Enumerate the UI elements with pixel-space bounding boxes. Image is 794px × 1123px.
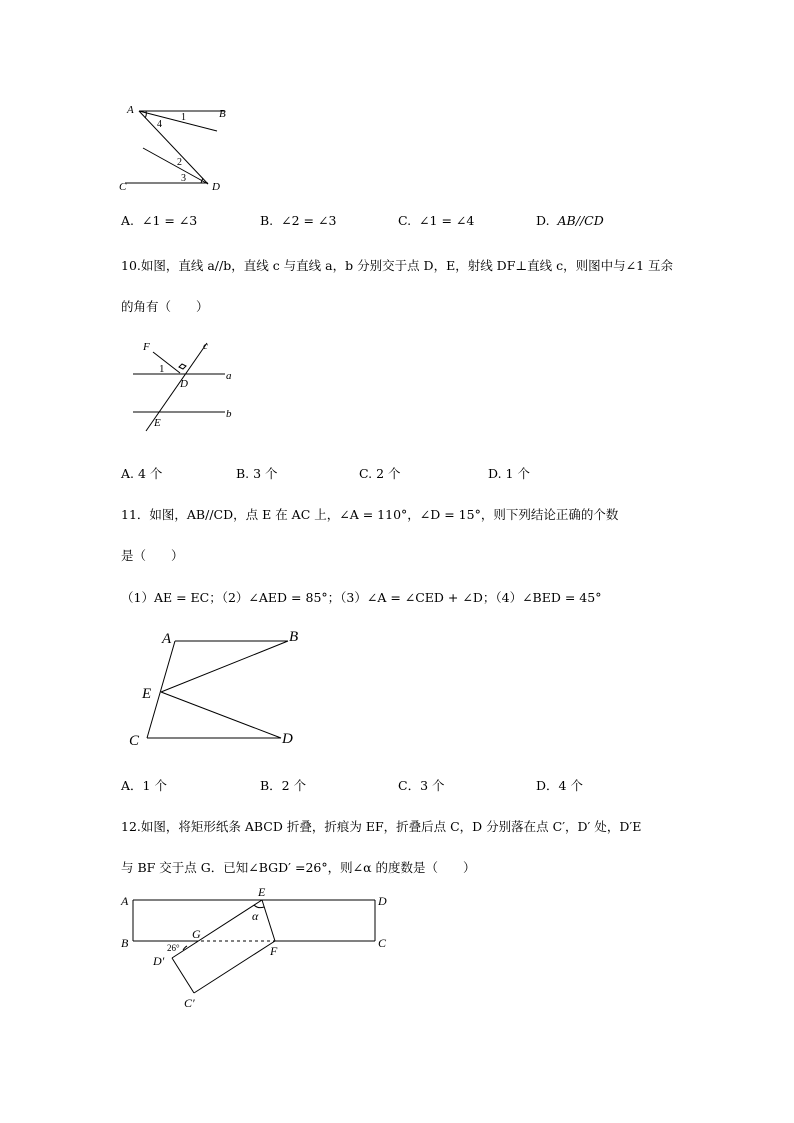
q12-label-g: G [192,927,201,941]
q11-label-a: A [162,631,172,647]
q9-option-d-letter: D. [536,213,550,228]
q9-angle-4: 4 [157,119,162,130]
q11-label-e: E [142,686,152,702]
q12-figure [115,883,405,1013]
q12-label-26deg: 26° [167,943,180,953]
q9-option-d-text: AB//CD [557,213,604,228]
q12-label-d: D [378,894,387,908]
q9-option-b-letter: B. [260,213,274,228]
q11-option-a: A．1 个 [121,778,167,793]
q10-angle-1: 1 [159,363,165,375]
q12-label-b: B [121,936,129,950]
q9-option-b [260,213,336,228]
q10-label-a: a [226,370,232,382]
q9-angle-3: 3 [181,173,186,184]
q9-label-d: D [212,181,220,193]
q10-option-c: C. 2 个 [359,466,401,481]
q9-label-a: A [127,104,134,116]
q9-label-c: C [119,181,127,193]
q11-option-d: D．4 个 [536,778,583,793]
q10-option-d: D. 1 个 [488,466,530,481]
q10-label-c: c [203,340,208,352]
q9-option-c-text: ∠1 = ∠4 [419,213,475,228]
q12-label-e: E [258,885,266,899]
q9-option-a-text: ∠1 = ∠3 [141,213,198,228]
q9-angle-1: 1 [181,112,186,123]
q12-label-alpha: α [252,909,259,923]
q10-option-b: B. 3 个 [236,466,278,481]
q11-option-c: C．3 个 [398,778,445,793]
q12-stem-line2: 与 BF 交于点 G．已知∠BGD′ =26°，则∠α 的度数是（ ） [121,860,476,875]
q9-option-c-letter: C. [398,213,412,228]
q9-option-d [536,213,604,228]
q12-label-f: F [270,944,278,958]
q10-option-a: A. 4 个 [121,466,163,481]
q12-label-a: A [121,894,129,908]
q9-figure [115,100,245,195]
q10-label-f: F [143,341,150,353]
q12-label-c-prime: C′ [184,996,195,1010]
q11-option-b: B．2 个 [260,778,307,793]
q9-option-c [398,213,474,228]
q11-conclusions: （1）AE = EC；（2）∠AED = 85°；（3）∠A = ∠CED + ∠D；（4）∠BED = 45° [121,590,602,605]
q10-stem-line2: 的角有（ ） [121,299,209,314]
q10-label-d: D [180,378,188,390]
q11-figure [125,625,305,750]
q9-angle-2: 2 [177,157,182,168]
q9-option-a [121,213,197,228]
q10-stem-line1: 10.如图，直线 a//b，直线 c 与直线 a，b 分别交于点 D，E，射线 DF⊥直线 c，则图中与∠1 互余 [121,258,673,273]
q10-figure [125,335,245,435]
q11-stem-line2: 是（ ） [121,548,184,563]
q10-label-e: E [154,417,161,429]
q9-option-b-text: ∠2 = ∠3 [281,213,337,228]
q11-label-b: B [289,629,299,645]
q11-label-c: C [129,733,140,749]
q9-label-b: B [219,108,226,120]
q10-label-b: b [226,408,232,420]
q12-stem-line1: 12.如图，将矩形纸条 ABCD 折叠，折痕为 EF，折叠后点 C，D 分别落在点 C′，D′ 处，D′E [121,819,642,834]
q12-label-d-prime: D′ [153,954,165,968]
q12-label-c: C [378,936,387,950]
q9-option-a-letter: A. [121,213,135,228]
q11-label-d: D [282,731,293,747]
q11-stem-line1: 11．如图，AB//CD，点 E 在 AC 上，∠A = 110°，∠D = 15°，则下列结论正确的个数 [121,507,619,522]
